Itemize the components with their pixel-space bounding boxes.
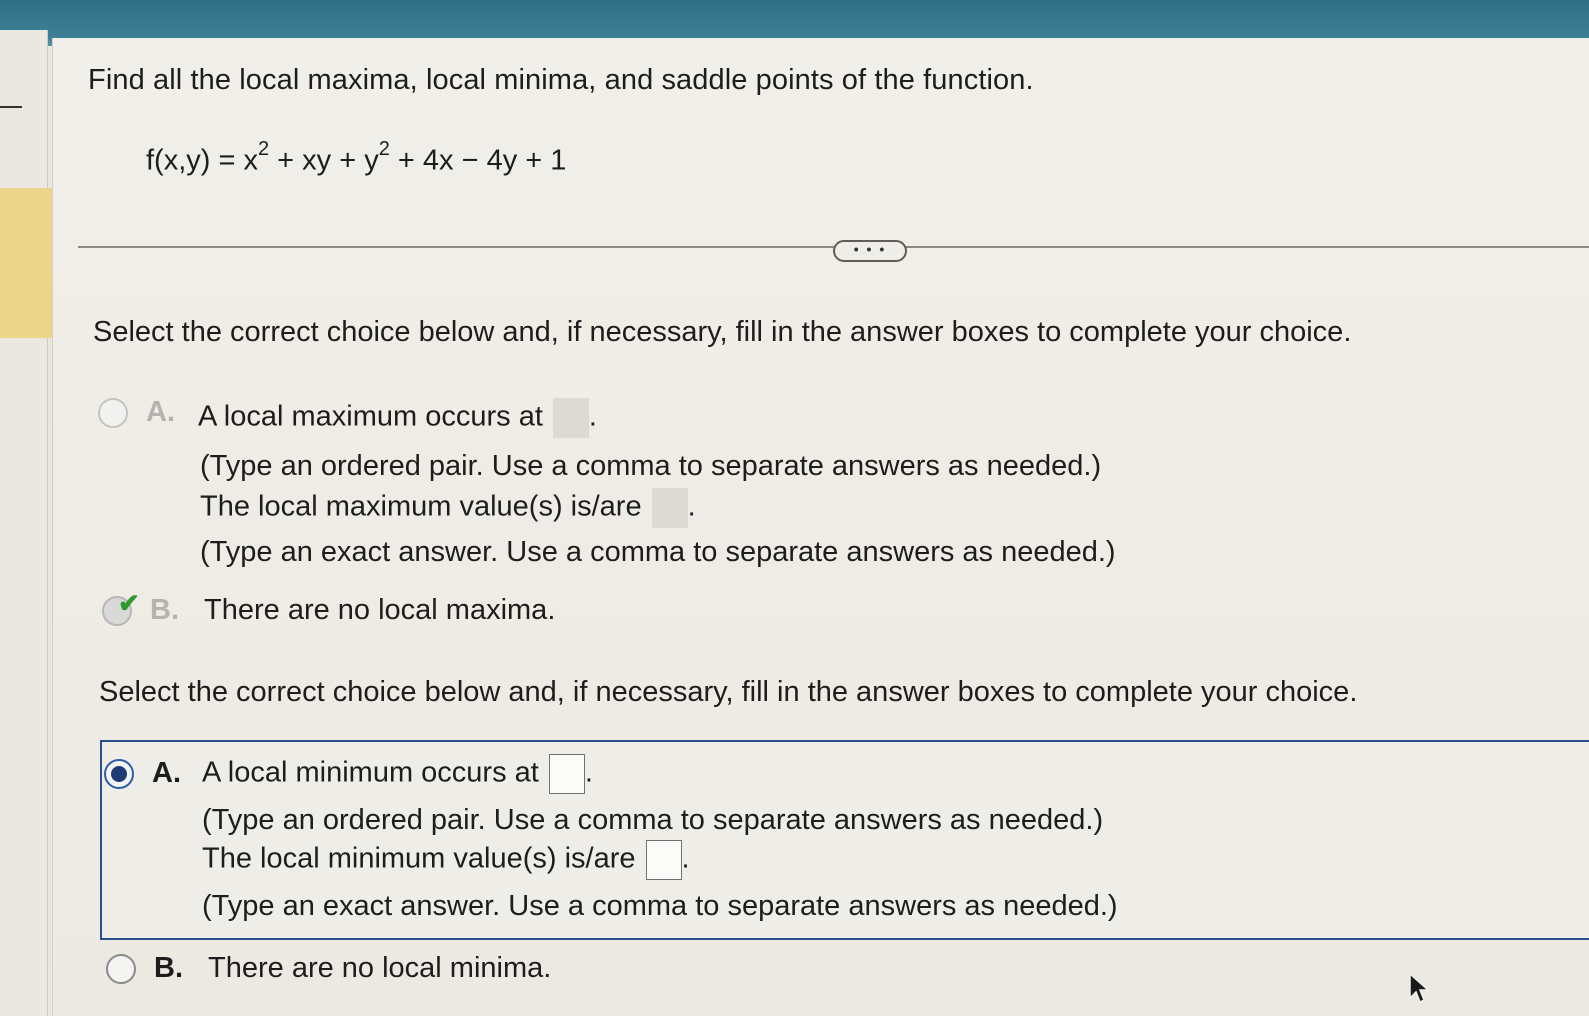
maxima-a-line3 [200,488,696,528]
minima-a-line3 [202,840,690,880]
maxima-a-line1 [198,398,597,438]
left-highlight-marker [0,188,52,338]
maxima-choice-a-radio[interactable] [98,398,128,428]
more-button[interactable]: • • • [833,240,907,262]
formula-exp1: 2 [257,138,270,160]
minima-instruction: Select the correct choice below and, if necessary, fill in the answer boxes to complete your choice. [99,676,1358,708]
left-dash-mark [0,106,22,108]
minima-a-line2: (Type an ordered pair. Use a comma to separate answers as needed.) [202,804,1104,836]
minima-choice-a-radio[interactable] [104,759,134,789]
minima-point-answer-box[interactable] [549,754,585,794]
correct-check-icon: ✔ [118,587,140,618]
maxima-value-answer-box[interactable] [652,488,688,528]
minima-a-line1-text: A local minimum occurs at [202,756,539,789]
maxima-a-line2: (Type an ordered pair. Use a comma to separate answers as needed.) [200,450,1102,482]
maxima-choice-b-text: There are no local maxima. [204,594,556,626]
maxima-choice-a-letter: A. [146,396,175,428]
minima-choice-b-radio[interactable] [106,954,136,984]
minima-choice-b-text: There are no local minima. [208,952,552,984]
maxima-instruction: Select the correct choice below and, if necessary, fill in the answer boxes to complete your choice. [93,316,1352,348]
maxima-choice-a[interactable] [98,396,186,429]
minima-a-line3-text: The local minimum value(s) is/are [202,842,636,875]
minima-value-answer-box[interactable] [646,840,682,880]
maxima-choice-b-radio[interactable] [102,587,140,626]
minima-a-line1 [202,754,593,794]
maxima-choice-b-letter: B. [150,594,179,626]
minima-choice-a[interactable] [104,757,192,790]
formula-mid: + xy + y [269,144,379,177]
formula-rest: + 4x − 4y + 1 [389,144,567,177]
maxima-a-period2: . [687,490,696,523]
minima-choice-b[interactable] [106,952,551,985]
function-formula [146,138,567,178]
formula-lhs: f(x,y) = x [146,144,258,177]
maxima-a-period1: . [588,400,597,433]
question-prompt: Find all the local maxima, local minima, and saddle points of the function. [88,64,1034,96]
minima-a-period2: . [681,842,690,875]
maxima-choice-b[interactable] [102,587,556,627]
maxima-a-line4: (Type an exact answer. Use a comma to separate answers as needed.) [200,536,1116,568]
minima-choice-b-letter: B. [154,952,183,984]
minima-a-period1: . [584,756,593,789]
maxima-a-line3-text: The local maximum value(s) is/are [200,490,642,523]
minima-choice-a-letter: A. [152,757,181,789]
maxima-a-line1-text: A local maximum occurs at [198,400,543,433]
maxima-point-answer-box[interactable] [553,398,589,438]
left-rail [0,30,48,1016]
formula-exp2: 2 [378,138,390,160]
minima-a-line4: (Type an exact answer. Use a comma to separate answers as needed.) [202,890,1118,922]
